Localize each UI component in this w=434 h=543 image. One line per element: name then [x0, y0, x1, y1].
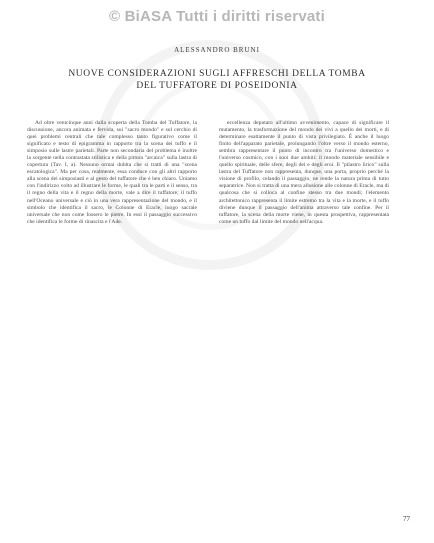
copyright-watermark: © BiASA Tutti i diritti riservati [108, 8, 325, 25]
title-line-2: DEL TUFFATORE DI POSEIDONIA [136, 81, 298, 91]
right-column-text: eccellenza deputato all'ultimo avvenimento, capace di significare il mutamento, la trasformazione del mondo dei vivi a quello dei morti, e di determinare esattamente il punto di vista privilegiato. È anche il luogo finito dell'apparato parietale, prolungando l'oltre verso il mondo esterno, sembra rappresentare il punto di incontro tra l'universo domestico e l'universo cosmico, con i suoi due ambiti: il mondo materiale sensibile e quello spirituale, delle sfere, degli dei e degli eroi. Il "pilastro lirico" sulla lastra del Tuffatore non rappresenta, dunque, una porta, proprio perché la visione di profilo, celando il passaggio, ne rende la natura prima di tutto separatrice. Non si tratta di una mera allusione alle colonne di Eracle, ma di qualcosa che si colloca al confine stesso tra due mondi; l'elemento architettonico rappresenta il limite estremo tra la vita e la morte, e il tuffo diviene dunque il passaggio dell'anima attraverso tale confine. Per il tuffatore, la scena della morte viene, in questa prospettiva, rappresentata come un tuffo dal limite del mondo nell'acqua. [219, 120, 389, 225]
page-number: 77 [403, 515, 410, 523]
left-text-column [27, 120, 197, 515]
right-text-column [219, 120, 389, 508]
title-line-1: NUOVE CONSIDERAZIONI SUGLI AFFRESCHI DELLA TOMBA [68, 69, 366, 79]
left-column-text: Ad oltre ventcinque anni dalla scoperta della Tomba del Tuffatore, la discussione, ancora animata e fervida, sui "sacro mondo" e sul cerchio di quei problemi centrali che tale complesso tanto figurativo come il significato e testo di epigramma in rapporto tra la scena dei tuffo e il simposio sulle lastre parietali. Parte non secondaria del problema è inoltre la sorgente nella contrastata stilistica e della pittura "arcaica" sulla lastra di copertura (Tav. I, a). Nessuno ormai dubita che si tratti di una "scena escatologica". Ma per cosa, realmente, essa conduce con gli altri rapporto alla scena dei simposiasti e al gesto del tuffatore che è ben chiaro. Uniamo con l'indirizzo volto ad illustrare le forme, le quali tra le parti e il senso, tra il regno della vita e il regno della morte, vale a dire il tuffatore; il tuffo nell'Oceano universale e ciò in una vera rappresentazione del mondo, e il simbolo che identifica il sacro, le Colonne di Eracle, luogo sacrale universale che non come fossero le pietre. In essi il passaggio successivo che identifica le forme di rinascita e l'Ade. [27, 120, 197, 225]
article-title [0, 68, 434, 92]
author-name: ALESSANDRO BRUNI [174, 46, 260, 54]
